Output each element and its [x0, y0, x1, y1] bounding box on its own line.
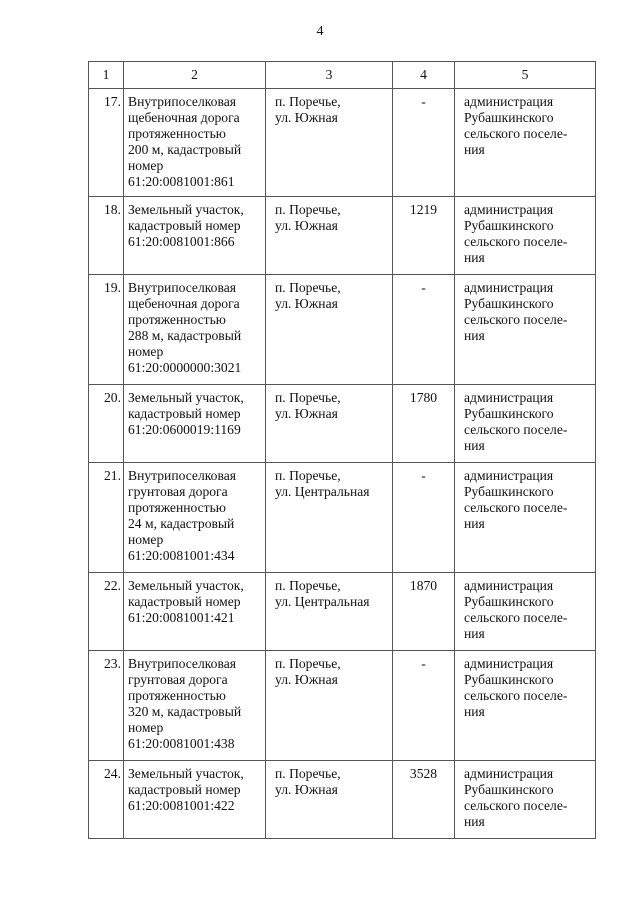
object-address-line: ул. Южная: [275, 406, 338, 421]
object-owner-line: Рубашкинского: [464, 594, 554, 609]
object-owner-line: администрация: [464, 390, 554, 405]
object-owner-line: администрация: [464, 280, 554, 295]
table-row: [89, 573, 596, 651]
object-name-line: 61:20:0081001:861: [128, 174, 235, 189]
row-number: 20.: [89, 385, 124, 463]
object-name-line: 61:20:0600019:1169: [128, 422, 241, 437]
table-row: [89, 385, 596, 463]
object-address-line: ул. Южная: [275, 672, 338, 687]
object-name-line: 61:20:0081001:434: [128, 548, 235, 563]
object-address: [266, 89, 393, 197]
table-row: [89, 761, 596, 839]
object-name-line: номер: [128, 532, 164, 547]
object-address-line: ул. Южная: [275, 218, 338, 233]
object-address: [266, 761, 393, 839]
object-owner-line: ния: [464, 516, 485, 531]
table-row: [89, 197, 596, 275]
object-name-line: щебеночная дорога: [128, 110, 240, 125]
object-address-line: п. Поречье,: [275, 578, 341, 593]
object-name-line: Внутрипоселковая: [128, 94, 236, 109]
object-owner-line: ния: [464, 142, 485, 157]
column-header: 1: [89, 62, 124, 89]
object-owner-line: администрация: [464, 202, 554, 217]
object-name-line: 288 м, кадастровый: [128, 328, 242, 343]
row-number: 21.: [89, 463, 124, 573]
object-name-line: номер: [128, 158, 164, 173]
object-address: [266, 197, 393, 275]
property-registry-table: [88, 61, 596, 839]
object-name: [124, 573, 266, 651]
object-address-line: п. Поречье,: [275, 94, 341, 109]
object-name-line: 61:20:0081001:866: [128, 234, 235, 249]
object-name-line: номер: [128, 720, 164, 735]
object-area: -: [393, 275, 455, 385]
object-owner: [455, 385, 596, 463]
row-number: 22.: [89, 573, 124, 651]
object-owner-line: ния: [464, 250, 485, 265]
object-owner-line: ния: [464, 438, 485, 453]
object-address: [266, 275, 393, 385]
object-name-line: протяженностью: [128, 312, 226, 327]
object-area: 1780: [393, 385, 455, 463]
object-owner-line: сельского поселе-: [464, 688, 568, 703]
object-area: -: [393, 89, 455, 197]
object-name-line: грунтовая дорога: [128, 484, 228, 499]
object-owner: [455, 463, 596, 573]
object-owner-line: сельского поселе-: [464, 312, 568, 327]
object-name: [124, 197, 266, 275]
object-name: [124, 463, 266, 573]
object-address-line: п. Поречье,: [275, 656, 341, 671]
object-name-line: кадастровый номер: [128, 218, 241, 233]
object-address-line: п. Поречье,: [275, 766, 341, 781]
object-owner-line: сельского поселе-: [464, 798, 568, 813]
object-owner-line: администрация: [464, 656, 554, 671]
object-name: [124, 651, 266, 761]
object-name-line: Земельный участок,: [128, 578, 244, 593]
object-owner: [455, 197, 596, 275]
object-address-line: ул. Южная: [275, 782, 338, 797]
object-owner-line: Рубашкинского: [464, 406, 554, 421]
object-owner-line: сельского поселе-: [464, 234, 568, 249]
object-address: [266, 573, 393, 651]
row-number: 23.: [89, 651, 124, 761]
object-address: [266, 463, 393, 573]
object-owner-line: Рубашкинского: [464, 110, 554, 125]
object-owner: [455, 651, 596, 761]
object-name-line: Внутрипоселковая: [128, 280, 236, 295]
row-number: 19.: [89, 275, 124, 385]
object-owner-line: сельского поселе-: [464, 500, 568, 515]
table-header-row: [89, 62, 596, 89]
object-name-line: протяженностью: [128, 500, 226, 515]
object-owner: [455, 89, 596, 197]
object-area: 3528: [393, 761, 455, 839]
object-name-line: 61:20:0081001:438: [128, 736, 235, 751]
object-area: -: [393, 651, 455, 761]
object-name-line: щебеночная дорога: [128, 296, 240, 311]
object-area: 1219: [393, 197, 455, 275]
object-owner-line: Рубашкинского: [464, 782, 554, 797]
object-name-line: кадастровый номер: [128, 594, 241, 609]
object-address-line: п. Поречье,: [275, 202, 341, 217]
object-address-line: ул. Южная: [275, 296, 338, 311]
object-owner-line: ния: [464, 704, 485, 719]
object-name-line: кадастровый номер: [128, 406, 241, 421]
table-row: [89, 651, 596, 761]
object-name-line: кадастровый номер: [128, 782, 241, 797]
object-owner-line: администрация: [464, 468, 554, 483]
object-address-line: п. Поречье,: [275, 468, 341, 483]
object-owner-line: Рубашкинского: [464, 484, 554, 499]
object-name: [124, 385, 266, 463]
object-name-line: Внутрипоселковая: [128, 656, 236, 671]
object-name: [124, 761, 266, 839]
object-address-line: п. Поречье,: [275, 280, 341, 295]
object-name-line: грунтовая дорога: [128, 672, 228, 687]
table-row: [89, 275, 596, 385]
object-owner: [455, 275, 596, 385]
object-area: -: [393, 463, 455, 573]
column-header: 3: [266, 62, 393, 89]
object-owner-line: сельского поселе-: [464, 422, 568, 437]
object-owner-line: сельского поселе-: [464, 126, 568, 141]
object-address-line: п. Поречье,: [275, 390, 341, 405]
object-name-line: 24 м, кадастровый: [128, 516, 235, 531]
object-name-line: Земельный участок,: [128, 390, 244, 405]
row-number: 24.: [89, 761, 124, 839]
object-owner-line: ния: [464, 328, 485, 343]
table-row: [89, 463, 596, 573]
object-owner-line: сельского поселе-: [464, 610, 568, 625]
object-owner-line: ния: [464, 814, 485, 829]
object-owner-line: Рубашкинского: [464, 296, 554, 311]
object-owner-line: администрация: [464, 578, 554, 593]
object-name-line: номер: [128, 344, 164, 359]
object-name-line: Внутрипоселковая: [128, 468, 236, 483]
object-owner-line: Рубашкинского: [464, 218, 554, 233]
row-number: 17.: [89, 89, 124, 197]
object-name-line: 61:20:0081001:421: [128, 610, 235, 625]
object-owner-line: ния: [464, 626, 485, 641]
object-name-line: 61:20:0000000:3021: [128, 360, 242, 375]
object-name-line: 320 м, кадастровый: [128, 704, 242, 719]
object-name-line: 61:20:0081001:422: [128, 798, 235, 813]
object-owner: [455, 573, 596, 651]
object-name-line: протяженностью: [128, 126, 226, 141]
object-address-line: ул. Центральная: [275, 594, 370, 609]
object-area: 1870: [393, 573, 455, 651]
object-name-line: протяженностью: [128, 688, 226, 703]
row-number: 18.: [89, 197, 124, 275]
object-address-line: ул. Центральная: [275, 484, 370, 499]
object-name-line: Земельный участок,: [128, 202, 244, 217]
object-name-line: Земельный участок,: [128, 766, 244, 781]
object-owner: [455, 761, 596, 839]
object-name: [124, 275, 266, 385]
object-owner-line: администрация: [464, 94, 554, 109]
object-address-line: ул. Южная: [275, 110, 338, 125]
table-body: [89, 89, 596, 839]
table-row: [89, 89, 596, 197]
object-owner-line: администрация: [464, 766, 554, 781]
object-name-line: 200 м, кадастровый: [128, 142, 242, 157]
page-number: 4: [316, 24, 324, 39]
column-header: 5: [455, 62, 596, 89]
object-address: [266, 385, 393, 463]
column-header: 4: [393, 62, 455, 89]
object-address: [266, 651, 393, 761]
column-header: 2: [124, 62, 266, 89]
object-owner-line: Рубашкинского: [464, 672, 554, 687]
object-name: [124, 89, 266, 197]
